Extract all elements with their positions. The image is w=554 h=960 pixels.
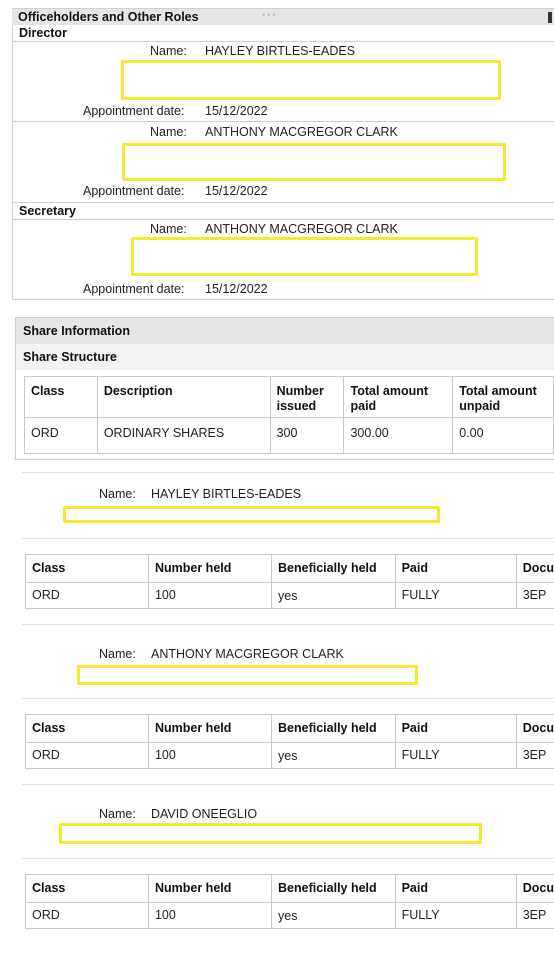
officeholders-header — [12, 9, 554, 25]
col-paid: Paid — [395, 875, 516, 903]
director-2-redaction — [122, 143, 506, 181]
director-1-name: HAYLEY BIRTLES-EADES — [205, 44, 356, 58]
cell-beneficially-held: yes — [272, 743, 396, 769]
secretary-name: ANTHONY MACGREGOR CLARK — [205, 222, 398, 236]
director-1-redaction — [121, 60, 501, 100]
col-class: Class — [25, 377, 98, 418]
col-beneficially-held: Beneficially held — [272, 555, 396, 583]
table-header-row — [26, 875, 554, 903]
secretary-redaction — [131, 237, 478, 276]
member-3-name-label: Name: — [99, 807, 136, 821]
cell-class: ORD — [25, 418, 98, 454]
cell-number-held: 100 — [148, 743, 271, 769]
member-2-redaction — [77, 665, 418, 685]
cell-paid: FULLY — [395, 903, 516, 929]
cell-class: ORD — [26, 583, 149, 609]
col-class: Class — [26, 555, 149, 583]
cell-class: ORD — [26, 743, 149, 769]
col-beneficially-held: Beneficially held — [272, 875, 396, 903]
share-structure-table — [24, 376, 554, 454]
share-structure-header — [16, 344, 554, 370]
director-2-name-label: Name: — [150, 125, 187, 139]
member-1-table — [25, 554, 554, 609]
table-row — [25, 418, 554, 454]
col-number-held: Number held — [148, 715, 271, 743]
cell-number-issued: 300 — [270, 418, 344, 454]
cell-number-held: 100 — [148, 583, 271, 609]
col-number-held: Number held — [148, 555, 271, 583]
member-1-redaction — [63, 506, 440, 523]
cell-docu: 3EP — [516, 743, 554, 769]
member-2-table — [25, 714, 554, 769]
member-2-name-label: Name: — [99, 647, 136, 661]
officeholders-title: Officeholders and Other Roles — [18, 10, 199, 24]
director-1-appointment-label: Appointment date: — [83, 104, 185, 118]
col-class: Class — [26, 715, 149, 743]
director-2-appointment-date: 15/12/2022 — [205, 184, 268, 198]
table-header-row — [25, 377, 554, 418]
member-3-redaction — [59, 823, 482, 844]
cell-paid: FULLY — [395, 583, 516, 609]
col-number-issued: Number issued — [270, 377, 344, 418]
director-2-appointment-label: Appointment date: — [83, 184, 185, 198]
secretary-label: Secretary — [19, 204, 76, 218]
table-row — [26, 583, 554, 609]
table-row — [26, 743, 554, 769]
cell-beneficially-held: yes — [272, 583, 396, 609]
col-docu: Docu — [516, 555, 554, 583]
col-paid: Paid — [395, 555, 516, 583]
col-beneficially-held: Beneficially held — [272, 715, 396, 743]
table-row — [26, 903, 554, 929]
header-marker — [548, 12, 552, 23]
col-docu: Docu — [516, 875, 554, 903]
col-class: Class — [26, 875, 149, 903]
cell-total-paid: 300.00 — [344, 418, 453, 454]
cell-paid: FULLY — [395, 743, 516, 769]
director-2-name: ANTHONY MACGREGOR CLARK — [205, 125, 398, 139]
col-paid: Paid — [395, 715, 516, 743]
cell-class: ORD — [26, 903, 149, 929]
secretary-appointment-label: Appointment date: — [83, 282, 185, 296]
col-total-paid: Total amount paid — [344, 377, 453, 418]
secretary-name-label: Name: — [150, 222, 187, 236]
member-3-name: DAVID ONEEGLIO — [151, 807, 258, 821]
table-header-row — [26, 555, 554, 583]
col-number-held: Number held — [148, 875, 271, 903]
col-docu: Docu — [516, 715, 554, 743]
share-info-header — [16, 318, 554, 344]
cell-number-held: 100 — [148, 903, 271, 929]
cell-docu: 3EP — [516, 903, 554, 929]
drag-handle-dots: ••• — [262, 10, 278, 20]
secretary-appointment-date: 15/12/2022 — [205, 282, 268, 296]
cell-docu: 3EP — [516, 583, 554, 609]
director-label: Director — [19, 26, 67, 40]
member-1-name: HAYLEY BIRTLES-EADES — [151, 487, 302, 501]
share-info-title: Share Information — [23, 324, 130, 338]
director-1-appointment-date: 15/12/2022 — [205, 104, 268, 118]
director-1-name-label: Name: — [150, 44, 187, 58]
member-1-name-label: Name: — [99, 487, 136, 501]
member-2-name: ANTHONY MACGREGOR CLARK — [151, 647, 344, 661]
col-total-unpaid: Total amount unpaid — [453, 377, 554, 418]
member-3-table — [25, 874, 554, 929]
col-description: Description — [97, 377, 270, 418]
cell-total-unpaid: 0.00 — [453, 418, 554, 454]
table-header-row — [26, 715, 554, 743]
cell-beneficially-held: yes — [272, 903, 396, 929]
share-structure-title: Share Structure — [23, 350, 117, 364]
cell-description: ORDINARY SHARES — [97, 418, 270, 454]
